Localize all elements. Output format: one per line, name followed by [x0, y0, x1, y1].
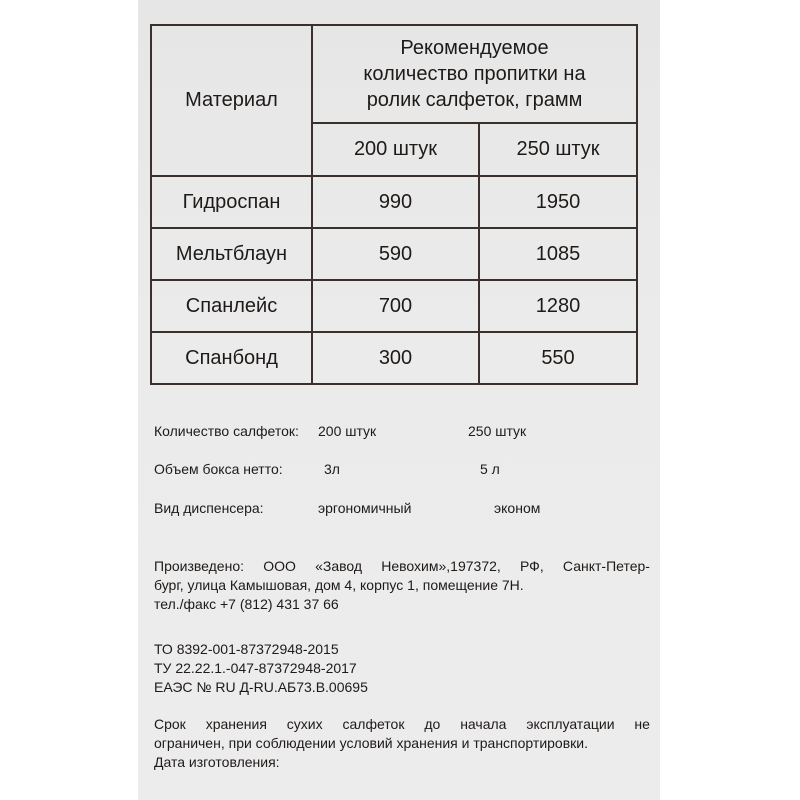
- word: РФ,: [520, 558, 544, 574]
- word: не: [634, 716, 650, 732]
- word: салфеток: [342, 716, 405, 732]
- storage-line-1: [154, 715, 650, 734]
- impregnation-table: [150, 24, 638, 385]
- word: ООО: [263, 558, 296, 574]
- header-title-line: ролик салфеток, грамм: [366, 89, 583, 111]
- word: сухих: [286, 716, 323, 732]
- spec-value-250: 250 штук: [468, 423, 527, 439]
- spec-label: Объем бокса нетто:: [154, 461, 283, 477]
- word: «Завод: [315, 558, 363, 574]
- value-250-cell: 1085: [479, 228, 637, 280]
- value-250-cell: 550: [479, 332, 637, 384]
- storage-info: [154, 715, 650, 772]
- spec-value-200: 3л: [324, 461, 340, 477]
- table-header-row: [151, 25, 637, 123]
- standard-tu: ТУ 22.22.1.-047-87372948-2017: [154, 660, 357, 676]
- value-200-cell: 700: [312, 280, 479, 332]
- material-cell: Спанбонд: [151, 332, 312, 384]
- header-title-line: Рекомендуемое: [400, 37, 549, 59]
- certificate-eaes: ЕАЭС № RU Д-RU.АБ73.В.00695: [154, 679, 368, 695]
- storage-line-2: ограничен, при соблюдении условий хранения и транспортировки.: [154, 735, 588, 751]
- word: Санкт-Петер-: [562, 558, 650, 574]
- manufacturer-info: [154, 557, 650, 614]
- spec-label: Количество салфеток:: [154, 423, 299, 439]
- spec-label: Вид диспенсера:: [154, 500, 264, 516]
- manufacture-date-label: Дата изготовления:: [154, 754, 280, 770]
- header-title-line: количество пропитки на: [363, 63, 586, 85]
- material-cell: Гидроспан: [151, 176, 312, 228]
- word: хранения: [205, 716, 267, 732]
- value-200-cell: 300: [312, 332, 479, 384]
- spec-value-200: эргономичный: [318, 500, 412, 516]
- value-250-cell: 1950: [479, 176, 637, 228]
- material-column-header: Материал: [151, 25, 312, 176]
- table-row: [151, 176, 637, 228]
- word: начала: [460, 716, 507, 732]
- recommended-amount-header: [312, 25, 637, 123]
- spec-value-200: 200 штук: [318, 423, 377, 439]
- table-row: [151, 228, 637, 280]
- manufacturer-line-2: бург, улица Камышовая, дом 4, корпус 1, помещение 7Н.: [154, 577, 524, 593]
- column-header-200: 200 штук: [312, 123, 479, 176]
- column-header-250: 250 штук: [479, 123, 637, 176]
- value-200-cell: 590: [312, 228, 479, 280]
- spec-value-250: 5 л: [480, 461, 500, 477]
- word: Срок: [154, 716, 186, 732]
- manufacturer-line-1: [154, 557, 650, 576]
- word: Невохим»,197372,: [381, 558, 501, 574]
- standards-info: [154, 640, 650, 697]
- value-200-cell: 990: [312, 176, 479, 228]
- standard-to: ТО 8392-001-87372948-2015: [154, 641, 339, 657]
- manufacturer-phone: тел./факс +7 (812) 431 37 66: [154, 596, 339, 612]
- material-cell: Спанлейс: [151, 280, 312, 332]
- table-row: [151, 280, 637, 332]
- spec-value-250: эконом: [494, 500, 541, 516]
- value-250-cell: 1280: [479, 280, 637, 332]
- word: до: [424, 716, 441, 732]
- word: эксплуатации: [526, 716, 615, 732]
- word: Произведено:: [154, 558, 244, 574]
- table-row: [151, 332, 637, 384]
- material-cell: Мельтблаун: [151, 228, 312, 280]
